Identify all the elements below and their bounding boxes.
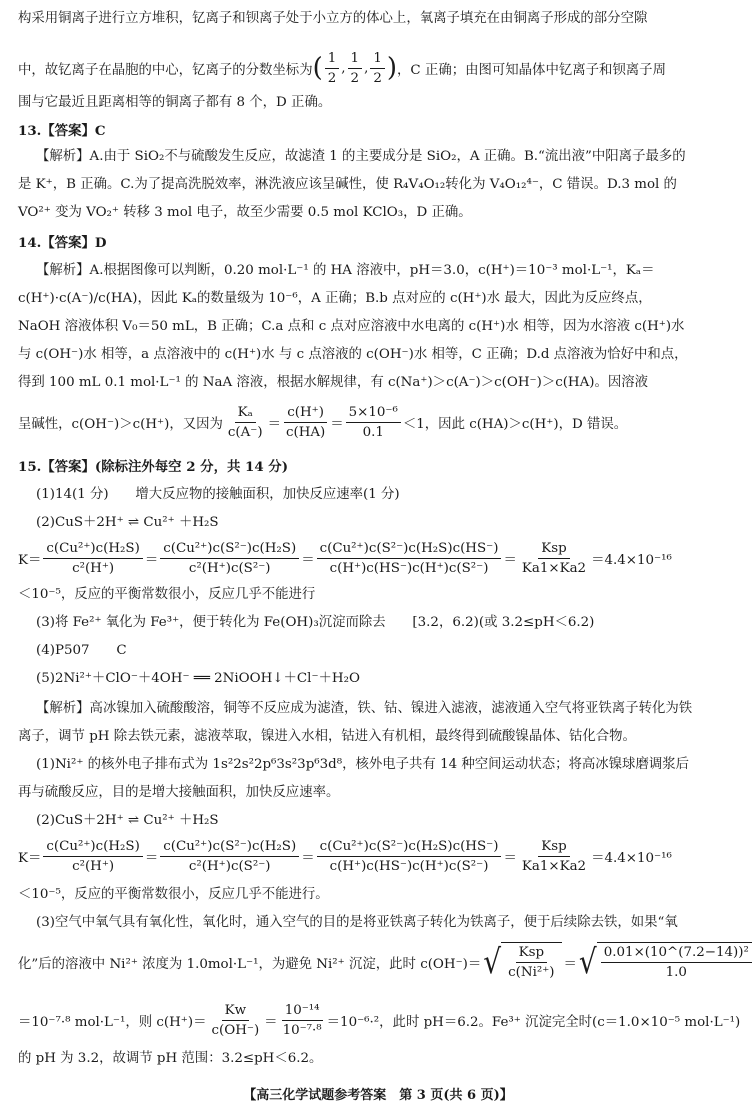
text-line: ＜10⁻⁵，反应的平衡常数很小，反应几乎不能进行。: [18, 887, 329, 902]
fraction: $\frac{\text{Ksp}}{Ka1\times Ka2}$: [521, 838, 587, 874]
fraction: $\frac{\text{5×10⁻⁶}}{0.1}$: [346, 404, 401, 441]
text-line: 的 pH 为 3.2，故调节 pH 范围：3.2≤pH＜6.2。: [18, 1051, 323, 1066]
text-line: 离子，调节 pH 除去铁元素，滤液萃取，镍进入水相，钴进入有机相，最终得到硫酸镍晶体、钴化合物。: [18, 729, 636, 744]
text-line: ，C 正确；由图可知晶体中钇离子和钡离子周: [397, 62, 666, 78]
fraction: $\frac{\text{c(Cu²⁺)c(H₂S)}}{\text{c²(H⁺)}}$: [43, 540, 142, 577]
fraction: $\frac{\text{c(Cu²⁺)c(S²⁻)c(H₂S)c(HS⁻)}}{\text{c(H⁺)c(HS⁻)c(H⁺)c(S²⁻)}}$: [317, 540, 502, 577]
text-line: 围与它最近且距离相等的铜离子都有 8 个，D 正确。: [18, 95, 332, 110]
fraction: $\frac{\text{c(Cu²⁺)c(S²⁻)c(H₂S)}}{\text{c²(H⁺)c(S²⁻)}}$: [160, 540, 299, 577]
sqrt: √ $\frac{\text{Ksp}}{\text{c(Ni²⁺)}}$: [483, 942, 561, 982]
text-line: (4)P507 C: [36, 643, 127, 658]
sqrt: √ $\frac{\text{0.01×(10\textasciicircum{}(7.2−14))²}}{1.0}$: [579, 942, 752, 982]
text-line: 是 K⁺，B 正确。C.为了提高洗脱效率，淋洗液应该呈碱性，使 R₄V₄O₁₂转化为 V₄O₁₂⁴⁻，C 错误。D.3 mol 的: [18, 177, 677, 192]
text-line: (1)Ni²⁺ 的核外电子排布式为 1s²2s²2p⁶3s²3p⁶3d⁸，核外电子共有 14 种空间运动状态；将高冰镍球磨调浆后: [36, 757, 690, 772]
k-expression: K＝ $\frac{\text{c(Cu²⁺)c(H₂S)}}{\text{c²(H⁺)}}$ ＝ $\frac{\text{c(Cu²⁺)c(S²⁻)c(H₂S)}}{\text{c²(H⁺)c(S²⁻)}}$ ＝ $\frac{\text{c(Cu²⁺)c(S²⁻)c(H₂S)c(HS⁻)}}{\text{c(H⁺)c(HS⁻)c(H⁺)c(S²⁻)}}$ ＝ $\frac{\text{Ksp}}{Ka1\times Ka2}$ ＝4.4×10⁻¹⁶: [18, 838, 672, 874]
text-line: ＜10⁻⁵，反应的平衡常数很小，反应几乎不能进行: [18, 587, 316, 602]
text-line: NaOH 溶液体积 V₀＝50 mL，B 正确；C.a 点和 c 点对应溶液中水电离的 c(H⁺)水 相等，因为水溶液 c(H⁺)水: [18, 319, 685, 334]
equation-line: (2)CuS＋2H⁺ ⇌ Cu²⁺ ＋H₂S: [36, 813, 219, 828]
text-line: c(H⁺)·c(A⁻)/c(HA)，因此 Kₐ的数量级为 10⁻⁶，A 正确；B.b 点对应的 c(H⁺)水 最大，因此为反应终点，: [18, 291, 652, 306]
fraction: $\frac{1}{2}$: [370, 50, 385, 87]
text-line: (3)空气中氧气具有氧化性，氧化时，通入空气的目的是将亚铁离子转化为铁离子，便于后续除去铁，如果“氧: [36, 915, 678, 930]
text-line: 【解析】A.由于 SiO₂不与硫酸发生反应，故滤渣 1 的主要成分是 SiO₂，A 正确。B.“流出液”中阳离子最多的: [36, 149, 686, 164]
fraction: $\frac{\text{Kₐ}}{c(A^-)}$: [227, 404, 263, 440]
text-line: 再与硫酸反应，目的是增大接触面积，加快反应速率。: [18, 785, 340, 800]
text-line: 与 c(OH⁻)水 相等，a 点溶液中的 c(H⁺)水 与 c 点溶液的 c(OH⁻)水 相等，C 正确；D.d 点溶液为恰好中和点，: [18, 347, 688, 362]
text-line: (1)14(1 分) 增大反应物的接触面积，加快反应速率(1 分): [36, 487, 400, 502]
hydrogen-line: ＝10⁻⁷·⁸ mol·L⁻¹，则 c(H⁺)＝ $\frac{Kw}{c(OH^-)}$ ＝ $\frac{\text{10⁻¹⁴}}{\text{10⁻⁷·⁸}}$ ＝10⁻⁶·²，此时 pH＝6.2。Fe³⁺ 沉淀完全时(c＝1.0×10⁻⁵ mol·L⁻¹): [18, 1002, 741, 1038]
text-line: 中，故钇离子在晶胞的中心，钇离子的分数坐标为: [18, 62, 313, 78]
text-line: 【解析】A.根据图像可以判断，0.20 mol·L⁻¹ 的 HA 溶液中，pH＝3.0，c(H⁺)＝10⁻³ mol·L⁻¹，Kₐ＝: [36, 263, 655, 278]
text-line: 【解析】高冰镍加入硫酸酸溶，铜等不反应成为滤渣，铁、钴、镍进入滤液，滤液通入空气将亚铁离子转化为铁: [36, 701, 693, 716]
fraction: $\frac{1}{2}$: [325, 50, 340, 87]
equation-line: (5)2Ni²⁺＋ClO⁻＋4OH⁻ ══ 2NiOOH↓＋Cl⁻＋H₂O: [36, 671, 360, 686]
equation-line: (2)CuS＋2H⁺ ⇌ Cu²⁺ ＋H₂S: [36, 515, 219, 530]
text-line: 得到 100 mL 0.1 mol·L⁻¹ 的 NaA 溶液，根据水解规律，有 c(Na⁺)＞c(A⁻)＞c(OH⁻)＞c(HA)。因溶液: [18, 375, 649, 390]
fraction: $\frac{c(H^+)}{c(HA)}$: [285, 404, 326, 440]
fraction: $\frac{Kw}{c(OH^-)}$: [211, 1002, 260, 1038]
left-paren: (: [312, 53, 323, 83]
q13-answer-heading: 13.【答案】C: [18, 123, 106, 139]
right-paren: ): [386, 53, 398, 83]
q14-answer-heading: 14.【答案】D: [18, 235, 107, 251]
k-expression: K＝ $\frac{\text{c(Cu²⁺)c(H₂S)}}{\text{c²(H⁺)}}$ ＝ $\frac{\text{c(Cu²⁺)c(S²⁻)c(H₂S)}}{\text{c²(H⁺)c(S²⁻)}}$ ＝ $\frac{\text{c(Cu²⁺)c(S²⁻)c(H₂S)c(HS⁻)}}{\text{c(H⁺)c(HS⁻)c(H⁺)c(S²⁻)}}$ ＝ $\frac{\text{Ksp}}{Ka1\times Ka2}$ ＝4.4×10⁻¹⁶: [18, 540, 672, 576]
ratio-line: 呈碱性，c(OH⁻)＞c(H⁺)，又因为 $\frac{\text{Kₐ}}{c(A^-)}$ ＝ $\frac{c(H^+)}{c(HA)}$ ＝ $\frac{\text{5×10⁻⁶}}{0.1}$ ＜1，因此 c(HA)＞c(H⁺)，D 错误。: [18, 404, 628, 440]
text-line: (3)将 Fe²⁺ 氧化为 Fe³⁺，便于转化为 Fe(OH)₃沉淀而除去 [3.2，6.2)(或 3.2≤pH＜6.2): [36, 615, 595, 630]
text-line: VO²⁺ 变为 VO₂⁺ 转移 3 mol 电子，故至少需要 0.5 mol KClO₃，D 正确。: [18, 205, 472, 220]
q15-answer-heading: 15.【答案】(除标注外每空 2 分，共 14 分): [18, 459, 289, 475]
fraction: $\frac{\text{c(Cu²⁺)c(S²⁻)c(H₂S)}}{\text{c²(H⁺)c(S²⁻)}}$: [160, 838, 299, 875]
fraction: $\frac{1}{2}$: [348, 50, 363, 87]
text-line: 构采用铜离子进行立方堆积，钇离子和钡离子处于小立方的体心上，氧离子填充在由铜离子形成的部分空隙: [18, 11, 648, 26]
hydroxide-line: 化”后的溶液中 Ni²⁺ 浓度为 1.0mol·L⁻¹，为避免 Ni²⁺ 沉淀，此时 c(OH⁻)＝ √ $\frac{\text{Ksp}}{\text{c(Ni²⁺)}}$ ＝ √ $\frac{\text{0.01×(10\textasciicircum{}(7.2−14))²}}{1.0}$: [18, 940, 752, 984]
fraction: $\frac{\text{10⁻¹⁴}}{\text{10⁻⁷·⁸}}$: [282, 1002, 322, 1038]
page-footer: 【高三化学试题参考答案 第 3 页(共 6 页)】: [243, 1088, 513, 1103]
fraction: $\frac{\text{Ksp}}{Ka1\times Ka2}$: [521, 540, 587, 576]
coordinate-line: 中，故钇离子在晶胞的中心，钇离子的分数坐标为 ( $\frac{1}{2}$ , $\frac{1}{2}$ , $\frac{1}{2}$ ) ，C 正确；由图可知晶体中钇离子和钡离子周: [18, 50, 666, 86]
fraction: $\frac{\text{c(Cu²⁺)c(S²⁻)c(H₂S)c(HS⁻)}}{\text{c(H⁺)c(HS⁻)c(H⁺)c(S²⁻)}}$: [317, 838, 502, 875]
fraction: $\frac{\text{c(Cu²⁺)c(H₂S)}}{\text{c²(H⁺)}}$: [43, 838, 142, 875]
